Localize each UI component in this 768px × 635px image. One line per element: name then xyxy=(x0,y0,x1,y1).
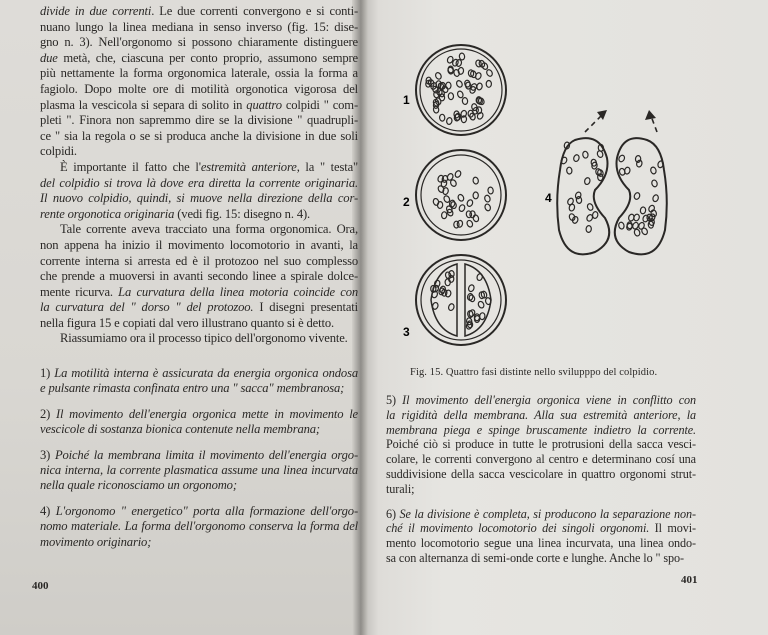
text: Tale corrente aveva tracciato una forma orgonomica. Ora, xyxy=(60,222,358,237)
figure-label-1: 1 xyxy=(403,93,410,107)
italic-text: estremità anteriore xyxy=(200,159,297,174)
text: 2) xyxy=(40,406,56,421)
italic-text: L'orgonomo " energetico" porta alla formazione dell'orgo- xyxy=(55,503,358,518)
drawing-2 xyxy=(416,150,506,240)
text: È importante il fatto che l' xyxy=(60,159,201,174)
text: 1) xyxy=(40,366,55,380)
text-line xyxy=(40,191,358,207)
drawing-1 xyxy=(416,45,506,135)
text-line xyxy=(386,437,696,452)
paragraph-gap xyxy=(40,438,358,448)
text: . Le due correnti convergono e si conti- xyxy=(151,4,358,18)
paragraph-gap xyxy=(40,494,358,504)
text-line xyxy=(40,207,358,223)
text: metà, che, ciascuna per conto proprio, assumono sempre xyxy=(57,50,358,65)
text: che prende a muoversi in avanti secondo linee a spirale dolce- xyxy=(40,269,358,284)
text: , la " testa" xyxy=(296,159,359,174)
drawing-3 xyxy=(416,255,506,345)
text: colpidi. xyxy=(40,144,77,159)
text: nuano lungo la linea mediana in senso inverso (fig. 15: dise- xyxy=(40,19,358,34)
text-line xyxy=(40,35,358,51)
text-line xyxy=(386,408,696,423)
italic-text: Se la divisione è completa, si producono la separazione non- xyxy=(399,506,696,521)
text-line xyxy=(40,316,358,332)
left-page-body-text xyxy=(40,4,358,347)
text: plasma la vescicola si separa di solito in xyxy=(40,97,247,112)
text: I disegni presentati xyxy=(253,300,358,315)
italic-text: movimento originario; xyxy=(40,534,152,549)
figure-15-drawings xyxy=(395,40,695,360)
text-line xyxy=(40,4,358,20)
text-line xyxy=(40,144,358,160)
paragraph-gap xyxy=(40,397,358,407)
text: colare, le correnti convergono al centro e determinano cosí una xyxy=(386,452,696,467)
text: suddivisione della sacca vescicolare in quattro orgonomi strut- xyxy=(386,466,696,481)
text-line xyxy=(40,254,358,270)
text-line xyxy=(386,393,696,408)
text: 5) xyxy=(386,393,403,407)
text: gno n. 3). Nell'orgonomo si possono chiaramente distinguere xyxy=(40,35,358,50)
text: mento locomotorio segue una linea incurvata, una linea ondo- xyxy=(386,536,696,551)
text: 3) xyxy=(40,447,55,462)
text: pleti ". Finora non sapremmo dire se la divisione " quadrupli- xyxy=(40,113,358,128)
figure-label-3: 3 xyxy=(403,325,410,339)
text-line xyxy=(40,504,358,519)
right-page-numbered-list xyxy=(386,393,696,566)
text: nella figura 15 e copiati dal vero illustrano quanto si è detto. xyxy=(40,315,334,330)
text-line xyxy=(40,331,358,347)
text-line xyxy=(40,98,358,114)
text: Poiché ciò si produce in tutte le protrusioni della sacca vesci- xyxy=(386,437,696,452)
italic-text: e pulsante rimasta confinata entro una " sacca" membranosa; xyxy=(40,381,345,396)
drawing-4 xyxy=(557,110,667,254)
text-line xyxy=(40,407,358,422)
text: turali; xyxy=(386,481,415,496)
text-line xyxy=(386,551,696,566)
page-number-left: 400 xyxy=(32,580,49,592)
text: Riassumiamo ora il processo tipico dell'orgonomo vivente. xyxy=(60,331,348,346)
text-line xyxy=(40,238,358,254)
text-line xyxy=(40,478,358,493)
text: colpidi " com- xyxy=(281,97,358,112)
page-number-right: 401 xyxy=(681,574,698,586)
text-line xyxy=(40,285,358,301)
italic-text: due xyxy=(40,50,58,65)
italic-text: nella quale riconosciamo un orgonomo; xyxy=(40,478,237,493)
italic-text: la curvatura del " dorso " del protozoo. xyxy=(40,300,254,315)
italic-text: Il movimento dell'energia orgonica viene in conflitto con xyxy=(402,393,696,407)
text-line xyxy=(386,423,696,438)
italic-text: del colpidio si trova là dove era diretta la corrente originaria. xyxy=(40,175,358,190)
italic-text: quattro xyxy=(246,97,282,112)
italic-text: vescicole di sostanza bionica contenute nella membrana; xyxy=(40,422,320,437)
text-line xyxy=(40,82,358,98)
paragraph-gap xyxy=(386,497,696,507)
text-line xyxy=(40,519,358,534)
italic-text: rente orgonotica originaria xyxy=(40,206,175,221)
text-line xyxy=(40,535,358,550)
text-line xyxy=(386,452,696,467)
text-line xyxy=(386,507,696,522)
text-line xyxy=(40,422,358,437)
text: mente ricurva. xyxy=(40,284,119,299)
italic-text: La curvatura della linea motoria coincide con xyxy=(118,284,358,299)
text: 4) xyxy=(40,503,56,518)
text-line xyxy=(40,20,358,36)
italic-text: Poiché la membrana limita il movimento dell'energia orgo- xyxy=(54,447,358,462)
italic-text: nomo materiale. La forma dell'orgonomo conserva la forma del xyxy=(40,519,358,534)
figure-caption: Fig. 15. Quattro fasi distinte nello svilupppo del colpidio. xyxy=(410,367,658,378)
italic-text: membrana piega e spinge bruscamente indietro la corrente. xyxy=(386,422,696,437)
left-page-numbered-list xyxy=(40,366,358,550)
italic-text: ché il movimento locomotorio dei singoli orgonomi. xyxy=(386,521,650,536)
text: Il movi- xyxy=(649,521,696,536)
text-line xyxy=(40,66,358,82)
text-line xyxy=(40,269,358,285)
italic-text: Il movimento dell'energia orgonica mette in movimento le xyxy=(55,406,358,421)
text-line xyxy=(40,160,358,176)
text-line xyxy=(40,448,358,463)
figure-label-2: 2 xyxy=(403,195,410,209)
italic-text: nica interna, la corrente plasmatica assume una linea incurvata xyxy=(40,463,358,478)
text-line xyxy=(40,129,358,145)
text-line xyxy=(40,176,358,192)
text: 6) xyxy=(386,506,400,521)
text: sa con alternanza di semi-onde corte e lunghe. Anche lo " spo- xyxy=(386,550,684,565)
text-line xyxy=(40,51,358,67)
text: corrente interna si arresta ed è il protozoo nel suo complesso xyxy=(40,253,358,268)
text: più nettamente la forma orgonomica laterale, ossia la forma a xyxy=(40,66,358,81)
text: fagiolo. Dopo molte ore di motilità orgonotica vigorosa del xyxy=(40,81,358,96)
text-line xyxy=(40,113,358,129)
text-line xyxy=(386,536,696,551)
figure-label-4: 4 xyxy=(545,191,552,205)
text-line xyxy=(40,300,358,316)
text-line xyxy=(40,463,358,478)
text: ce " sia la regola o se si produca anche la divisione in due soli xyxy=(40,128,358,143)
italic-text: la rigidità della membrana. Alla sua estremità anteriore, la xyxy=(386,407,696,422)
text-line xyxy=(386,482,696,497)
text-line xyxy=(386,521,696,536)
text-line xyxy=(40,366,358,381)
text: non appena ha inizio il movimento locomotorio in avanti, la xyxy=(40,237,358,252)
italic-text: La motilità interna è assicurata da energia orgonica ondosa xyxy=(54,366,358,380)
text-line xyxy=(386,467,696,482)
text: (vedi fig. 15: disegno n. 4). xyxy=(174,206,311,221)
italic-text: Il nuovo colpidio, quindi, si muove nella direzione della cor- xyxy=(40,191,358,206)
text-line xyxy=(40,222,358,238)
text-line xyxy=(40,381,358,396)
italic-text: divide in due correnti xyxy=(40,4,152,18)
